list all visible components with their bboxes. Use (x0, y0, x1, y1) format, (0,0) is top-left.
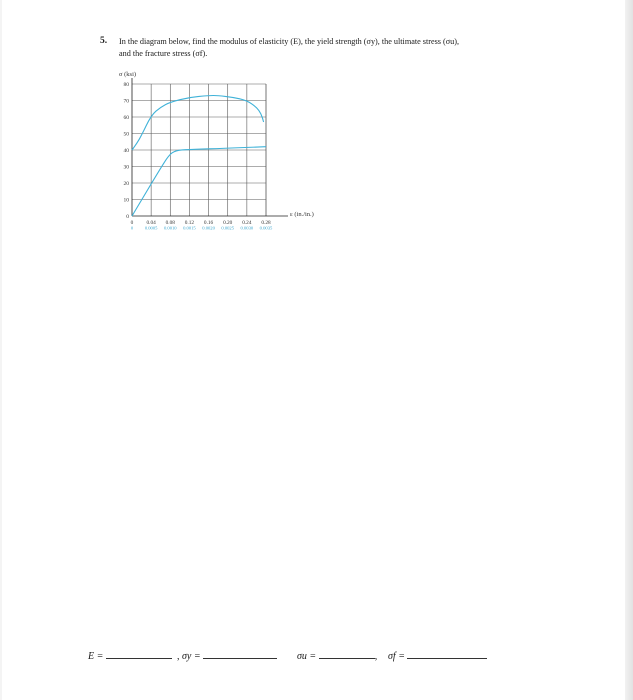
y-tick-label: 30 (123, 164, 129, 171)
x-tick-label-top: 0.12 (184, 220, 195, 226)
x-tick-label-top: 0.28 (261, 220, 271, 226)
x-tick-label-bottom: 0.0015 (183, 225, 196, 231)
y-tick-label: 40 (123, 148, 129, 154)
y-tick-label: 10 (123, 197, 129, 204)
x-tick-label-bottom: 0.0020 (202, 225, 215, 231)
answer-sf (388, 650, 487, 662)
x-tick-label-bottom: 0 (130, 225, 134, 231)
chart-ticks (124, 82, 274, 231)
chart-curves (132, 96, 266, 217)
y-tick-label: 20 (123, 181, 129, 187)
x-axis-label: ε (in./in.) (290, 211, 314, 218)
x-tick-label-top: 0.04 (146, 220, 156, 226)
x-tick-label-bottom: 0.0005 (144, 225, 158, 231)
y-tick-label: 60 (123, 115, 129, 121)
x-tick-label-bottom: 0.0010 (163, 225, 177, 231)
answer-su: σu = , (297, 651, 378, 662)
x-tick-label-top: 0.24 (242, 220, 252, 226)
answer-sy-label: σy = (182, 651, 201, 662)
x-tick-label-bottom: 0.0025 (221, 225, 235, 231)
answer-su-blank[interactable] (319, 650, 375, 659)
x-tick-label-top: 0.16 (203, 220, 214, 226)
y-axis-label: σ (ksi) (119, 71, 137, 78)
answer-su-label: σu = (297, 651, 317, 662)
answer-sy: , σy = (177, 650, 277, 662)
series-line (132, 147, 266, 216)
chart-grid (132, 84, 266, 216)
x-tick-label-bottom: 0.0035 (259, 225, 273, 231)
answer-sf-blank[interactable] (407, 650, 487, 659)
y-tick-label: 0 (126, 214, 129, 220)
y-tick-label: 80 (123, 82, 129, 88)
answer-sy-blank[interactable] (203, 650, 277, 659)
answer-e (88, 650, 172, 662)
answer-e-blank[interactable] (106, 650, 172, 659)
question-line-2: and the fracture stress (σf). (119, 48, 208, 58)
answer-e-label: E = (88, 651, 104, 662)
question-number: 5. (100, 36, 108, 46)
x-tick-label-bottom: 0.0030 (240, 225, 254, 231)
series-line (132, 96, 264, 151)
x-tick-label-top: 0 (130, 220, 134, 226)
x-tick-label-top: 0.08 (165, 220, 175, 226)
y-tick-label: 50 (123, 131, 129, 138)
answer-sf-label: σf = (388, 651, 405, 662)
y-tick-label: 70 (123, 98, 129, 105)
stress-strain-chart (0, 0, 633, 260)
question-line-1: In the diagram below, find the modulus of elasticity (E), the yield strength (σy), the ultimate stress (σu), (119, 37, 460, 46)
x-tick-label-top: 0.20 (223, 220, 233, 226)
